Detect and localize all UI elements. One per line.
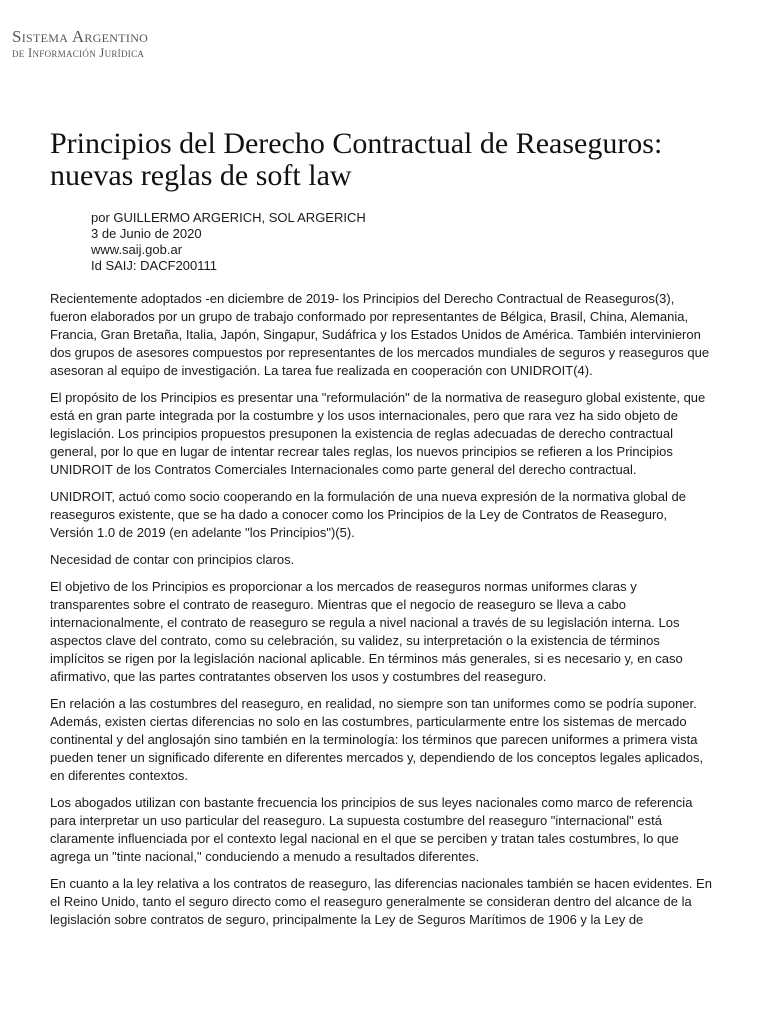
article-site: www.saij.gob.ar <box>91 242 183 257</box>
paragraph: El objetivo de los Principios es proporcionar a los mercados de reaseguros normas uniformes claras y transparentes sobre el contrato de reaseguro. Mientras que el negocio de reaseguro se lleva a cabo internacionalmente, el contrato de reaseguro se regula a nivel nacional a través de su legislación interna. Los aspectos clave del contrato, como su celebración, su validez, su interpretación o la existencia de términos implícitos se rigen por la legislación nacional aplicable. En términos más generales, si es necesario y, en caso afirmativo, que las partes contratantes observen los usos y costumbres del reaseguro. <box>50 579 683 684</box>
saij-logo <box>12 28 148 60</box>
paragraph: Necesidad de contar con principios claros. <box>50 552 295 567</box>
article-author: por GUILLERMO ARGERICH, SOL ARGERICH <box>91 210 366 225</box>
paragraph: En relación a las costumbres del reaseguro, en realidad, no siempre son tan uniformes como se podría suponer. Además, existen ciertas diferencias no solo en las costumbres, particularmente entre los sistemas de mercado continental y del anglosajón sino también en la terminología: los términos que parecen uniformes a primera vista pueden tener un significado diferente en diferentes mercados y, dependiendo de los conceptos legales aplicados, en diferentes contextos. <box>50 696 704 783</box>
logo-line-2: de Información Jurídica <box>12 46 145 60</box>
paragraph: El propósito de los Principios es presentar una "reformulación" de la normativa de reaseguro global existente, que está en gran parte integrada por la costumbre y los usos internacionales, pero que rara vez ha sido objeto de legislación. Los principios propuestos presuponen la existencia de reglas adecuadas de derecho contractual general, por lo que en lugar de intentar recrear tales reglas, los nuevos principios se refieren a los Principios UNIDROIT de los Contratos Comerciales Internacionales como parte general del derecho contractual. <box>50 390 706 477</box>
paragraph: Los abogados utilizan con bastante frecuencia los principios de sus leyes nacionales como marco de referencia para interpretar un uso particular del reaseguro. La supuesta costumbre del reaseguro "internacional" está claramente influenciada por el contexto legal nacional en el que se perciben y tratan tales costumbres, lo que agrega un "tinte nacional," conduciendo a menudo a resultados diferentes. <box>50 795 693 864</box>
paragraph: Recientemente adoptados -en diciembre de 2019- los Principios del Derecho Contractual de Reaseguros(3), fueron elaborados por un grupo de trabajo conformado por representantes de Bélgica, Brasil, China, Alemania, Francia, Gran Bretaña, Italia, Japón, Singapur, Sudáfrica y los Estados Unidos de América. También intervinieron dos grupos de asesores compuestos por representantes de los mercados mundiales de seguros y reaseguros que asesoran al equipo de investigación. La tarea fue realizada en cooperación con UNIDROIT(4). <box>50 291 710 378</box>
article-meta <box>91 210 366 274</box>
paragraph: UNIDROIT, actuó como socio cooperando en la formulación de una nueva expresión de la normativa global de reaseguros existente, que se ha dado a conocer como los Principios de la Ley de Contratos de Reaseguro, Versión 1.0 de 2019 (en adelante "los Principios")(5). <box>50 489 686 540</box>
article-body <box>50 290 714 938</box>
article-id: Id SAIJ: DACF200111 <box>91 258 217 273</box>
article-title: Principios del Derecho Contractual de Reaseguros: nuevas reglas de soft law <box>50 127 663 192</box>
article-date: 3 de Junio de 2020 <box>91 226 202 241</box>
paragraph: En cuanto a la ley relativa a los contratos de reaseguro, las diferencias nacionales también se hacen evidentes. En el Reino Unido, tanto el seguro directo como el reaseguro generalmente se consideran dentro del alcance de la legislación sobre contratos de seguro, principalmente la Ley de Seguros Marítimos de 1906 y la Ley de <box>50 876 712 927</box>
logo-line-1: Sistema Argentino <box>12 27 149 46</box>
